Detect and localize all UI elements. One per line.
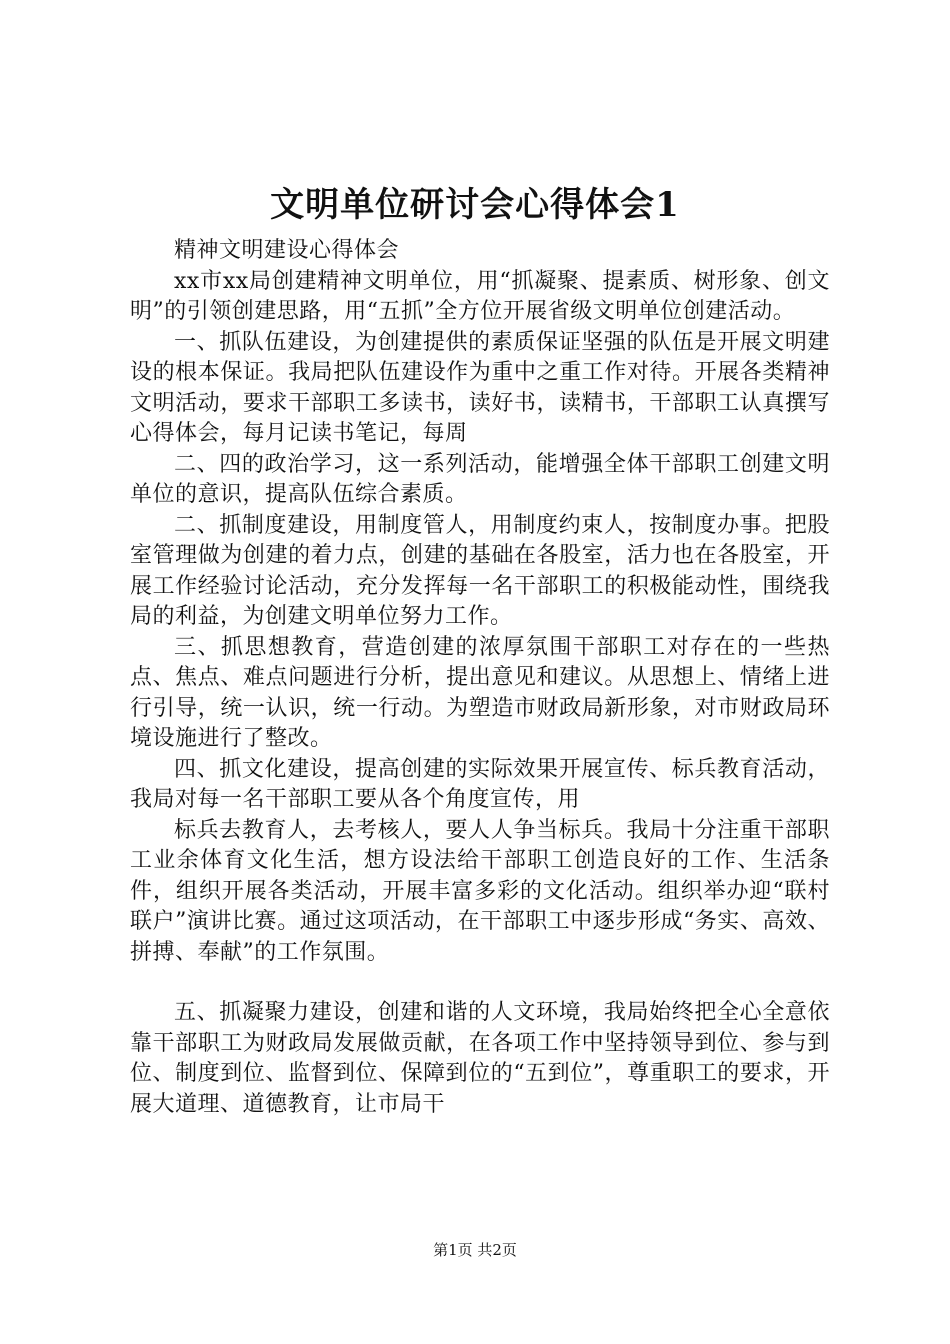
paragraph-ideological-education: 三、抓思想教育，营造创建的浓厚氛围干部职工对存在的一些热点、焦点、难点问题进行分析，提出意见和建议。从思想上、情绪上进行引导，统一认识，统一行动。为塑造市财政局新形象，对市财政局环境设施进行了整改。 (130, 634, 830, 751)
document-body (130, 236, 830, 1120)
page-title: 文明单位研讨会心得体会1 (270, 185, 680, 225)
paragraph-team-building: 一、抓队伍建设，为创建提供的素质保证坚强的队伍是开展文明建设的根本保证。我局把队伍建设作为重中之重工作对待。开展各类精神文明活动，要求干部职工多读书，读好书，读精书，干部职工认真撰写心得体会，每月记读书笔记，每周 (130, 329, 830, 446)
paragraph-cohesion-building: 五、抓凝聚力建设，创建和谐的人文环境，我局始终把全心全意依靠干部职工为财政局发展做贡献，在各项工作中坚持领导到位、参与到位、制度到位、监督到位、保障到位的“五到位”，尊重职工的要求，开展大道理、道德教育，让市局干 (130, 1000, 830, 1117)
paragraph-role-models: 标兵去教育人，去考核人，要人人争当标兵。我局十分注重干部职工业余体育文化生活，想方设法给干部职工创造良好的工作、生活条件，组织开展各类活动，开展丰富多彩的文化活动。组织举办迎“联村联户”演讲比赛。通过这项活动，在干部职工中逐步形成“务实、高效、拼搏、奉献”的工作氛围。 (130, 817, 830, 965)
paragraph-culture-building: 四、抓文化建设，提高创建的实际效果开展宣传、标兵教育活动，我局对每一名干部职工要从各个角度宣传，用 (130, 756, 830, 812)
paragraph-political-study: 二、四的政治学习，这一系列活动，能增强全体干部职工创建文明单位的意识，提高队伍综合素质。 (130, 451, 830, 507)
paragraph-subtitle: 精神文明建设心得体会 (174, 238, 400, 263)
page-footer: 第1页 共2页 (433, 1241, 517, 1259)
paragraph-system-building: 二、抓制度建设，用制度管人，用制度约束人，按制度办事。把股室管理做为创建的着力点，创建的基础在各股室，活力也在各股室，开展工作经验讨论活动，充分发挥每一名干部职工的积极能动性，围绕我局的利益，为创建文明单位努力工作。 (130, 512, 830, 629)
paragraph-intro: xx市xx局创建精神文明单位，用“抓凝聚、提素质、树形象、创文明”的引领创建思路，用“五抓”全方位开展省级文明单位创建活动。 (130, 268, 830, 324)
